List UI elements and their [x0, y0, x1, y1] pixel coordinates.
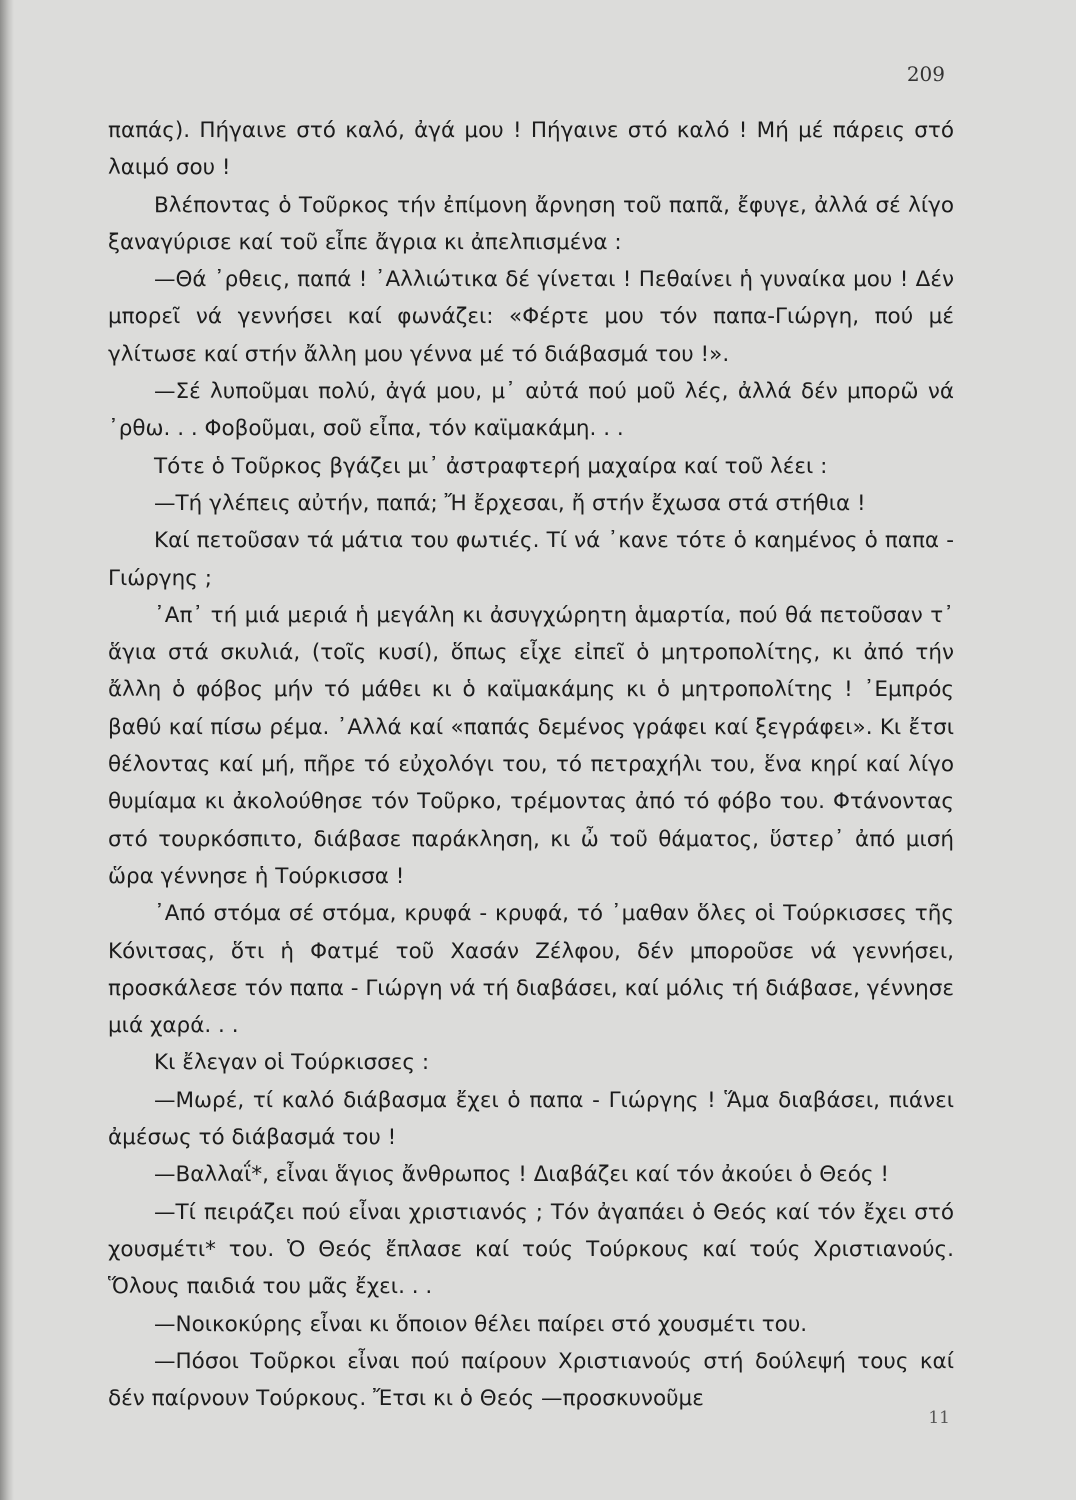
paragraph: Κι ἔλεγαν οἱ Τούρκισσες : — [154, 1050, 430, 1076]
signature-mark: 11 — [928, 1408, 950, 1428]
paragraph: Βλέποντας ὁ Τοῦρκος τήν ἐπίμονη ἄρνηση τοῦ παπᾶ, ἔφυγε, ἀλλά σέ λίγο ξαναγύρισε καί τοῦ εἶπε ἄγρια κι ἀπελπισμένα : — [108, 192, 954, 255]
page-number: 209 — [906, 62, 945, 86]
dialogue-paragraph: —Νοικοκύρης εἶναι κι ὅποιον θέλει παίρει στό χουσμέτι του. — [154, 1311, 808, 1337]
paragraph: ᾽Από στόμα σέ στόμα, κρυφά - κρυφά, τό ᾽μαθαν ὅλες οἱ Τούρκισσες τῆς Κόνιτσας, ὅτι ἡ Φατμέ τοῦ Χασάν Ζέλφου, δέν μποροῦσε νά γεννήσει, προσκάλεσε τόν παπα - Γιώργη νά τή διαβάσει, καί μόλις τή διάβασε, γέννησε μιά χαρά. . . — [108, 901, 954, 1039]
dialogue-paragraph: —Τί πειράζει πού εἶναι χριστιανός ; Τόν ἀγαπάει ὁ Θεός καί τόν ἔχει στό χουσμέτι* του. Ὁ Θεός ἔπλασε καί τούς Τούρκους καί τούς Χριστιανούς. Ὅλους παιδιά του μᾶς ἔχει. . . — [108, 1199, 954, 1300]
paragraph: Καί πετοῦσαν τά μάτια του φωτιές. Τί νά ᾽κανε τότε ὁ καημένος ὁ παπα - Γιώργης ; — [108, 528, 954, 591]
page-gutter-shadow — [0, 0, 14, 1500]
dialogue-paragraph: —Τή γλέπεις αὐτήν, παπά; Ἤ ἔρχεσαι, ἤ στήν ἔχωσα στά στήθια ! — [154, 490, 866, 516]
dialogue-paragraph: —Σέ λυποῦμαι πολύ, ἀγά μου, μ᾽ αὐτά πού μοῦ λές, ἀλλά δέν μπορῶ νά ᾽ρθω. . . Φοβοῦμαι, σοῦ εἶπα, τόν καϊμακάμη. . . — [108, 379, 954, 442]
dialogue-paragraph: —Πόσοι Τοῦρκοι εἶναι πού παίρουν Χριστιανούς στή δούλεψή τους καί δέν παίρνουν Τούρκους. Ἔτσι κι ὁ Θεός —προσκυνοῦμε — [108, 1348, 954, 1412]
paragraph: Τότε ὁ Τοῦρκος βγάζει μι᾽ ἀστραφτερή μαχαίρα καί τοῦ λέει : — [154, 453, 828, 479]
body-text — [108, 112, 954, 1417]
paragraph: παπάς). Πήγαινε στό καλό, ἀγά μου ! Πήγαινε στό καλό ! Μή μέ πάρεις στό λαιμό σου ! — [108, 118, 954, 181]
paragraph: ᾽Απ᾽ τή μιά μεριά ἡ μεγάλη κι ἀσυγχώρητη ἁμαρτία, πού θά πετοῦσαν τ᾽ ἅγια στά σκυλιά, (τοῖς κυσί), ὅπως εἶχε εἰπεῖ ὁ μητροπολίτης, κι ἀπό τήν ἄλλη ὁ φόβος μήν τό μάθει κι ὁ καϊμακάμης κι ὁ μητροπολίτης ! ᾽Εμπρός βαθύ καί πίσω ρέμα. ᾽Αλλά καί «παπάς δεμένος γράφει καί ξεγράφει». Κι ἔτσι θέλοντας καί μή, πῆρε τό εὐχολόγι του, τό πετραχήλι του, ἕνα κηρί καί λίγο θυμίαμα κι ἀκολούθησε τόν Τοῦρκο, τρέμοντας ἀπό τό φόβο του. Φτάνοντας στό τουρκόσπιτο, διάβασε παράκληση, κι ὦ τοῦ θάματος, ὕστερ᾽ ἀπό μισή ὥρα γέννησε ἡ Τούρκισσα ! — [108, 602, 954, 889]
dialogue-paragraph: —Βαλλαΐ*, εἶναι ἅγιος ἄνθρωπος ! Διαβάζει καί τόν ἀκούει ὁ Θεός ! — [154, 1162, 889, 1188]
dialogue-paragraph: —Θά ᾽ρθεις, παπά ! ᾽Αλλιώτικα δέ γίνεται ! Πεθαίνει ἡ γυναίκα μου ! Δέν μπορεῖ νά γεννήσει καί φωνάζει: «Φέρτε μου τόν παπα-Γιώργη, πού μέ γλίτωσε καί στήν ἄλλη μου γέννα μέ τό διάβασμά του !». — [108, 267, 954, 367]
dialogue-paragraph: —Μωρέ, τί καλό διάβασμα ἔχει ὁ παπα - Γιώργης ! Ἅμα διαβάσει, πιάνει ἀμέσως τό διάβασμά του ! — [108, 1087, 954, 1151]
